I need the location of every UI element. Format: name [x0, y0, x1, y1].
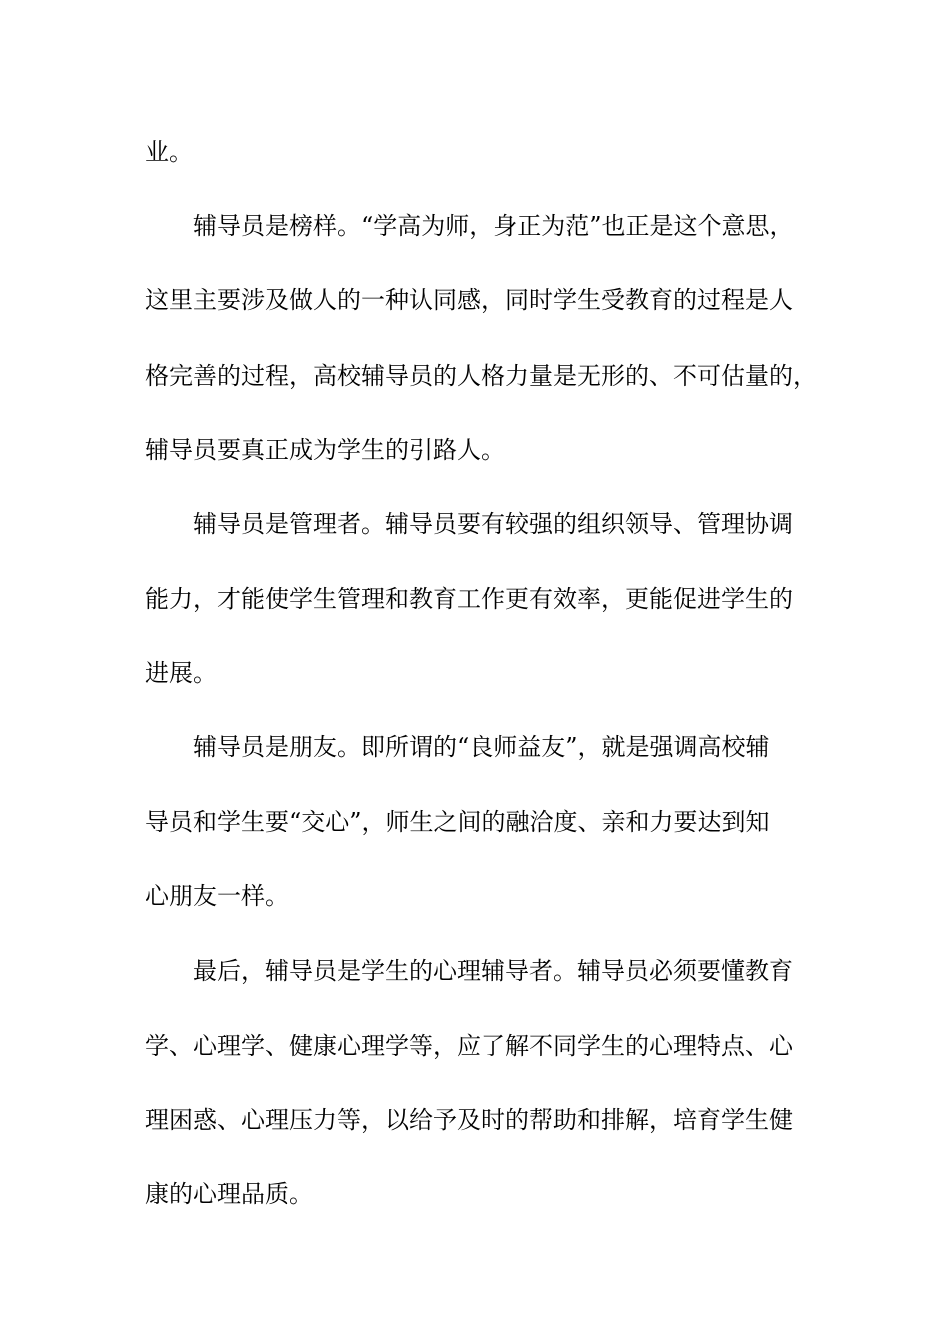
paragraph-first-line: 最后，辅导员是学生的心理辅导者。辅导员必须要懂教育 [193, 957, 793, 985]
text-line: 格完善的过程，高校辅导员的人格力量是无形的、不可估量的， [145, 362, 817, 390]
paragraph-first-line: 辅导员是朋友。即所谓的“良师益友”，就是强调高校辅 [193, 733, 770, 761]
paragraph-first-line: 辅导员是榜样。“学高为师，身正为范”也正是这个意思， [193, 212, 794, 240]
text-line: 辅导员要真正成为学生的引路人。 [145, 436, 505, 464]
text-line: 业。 [145, 138, 193, 166]
text-line: 心朋友一样。 [145, 882, 289, 910]
text-line: 康的心理品质。 [145, 1180, 313, 1208]
text-line: 理困惑、心理压力等，以给予及时的帮助和排解，培育学生健 [145, 1106, 793, 1134]
text-line: 进展。 [145, 659, 217, 687]
text-line: 能力，才能使学生管理和教育工作更有效率，更能促进学生的 [145, 585, 793, 613]
text-line: 导员和学生要“交心”，师生之间的融洽度、亲和力要达到知 [145, 808, 770, 836]
text-line: 这里主要涉及做人的一种认同感，同时学生受教育的过程是人 [145, 286, 793, 314]
text-line: 学、心理学、健康心理学等，应了解不同学生的心理特点、心 [145, 1032, 793, 1060]
paragraph-first-line: 辅导员是管理者。辅导员要有较强的组织领导、管理协调 [193, 510, 793, 538]
